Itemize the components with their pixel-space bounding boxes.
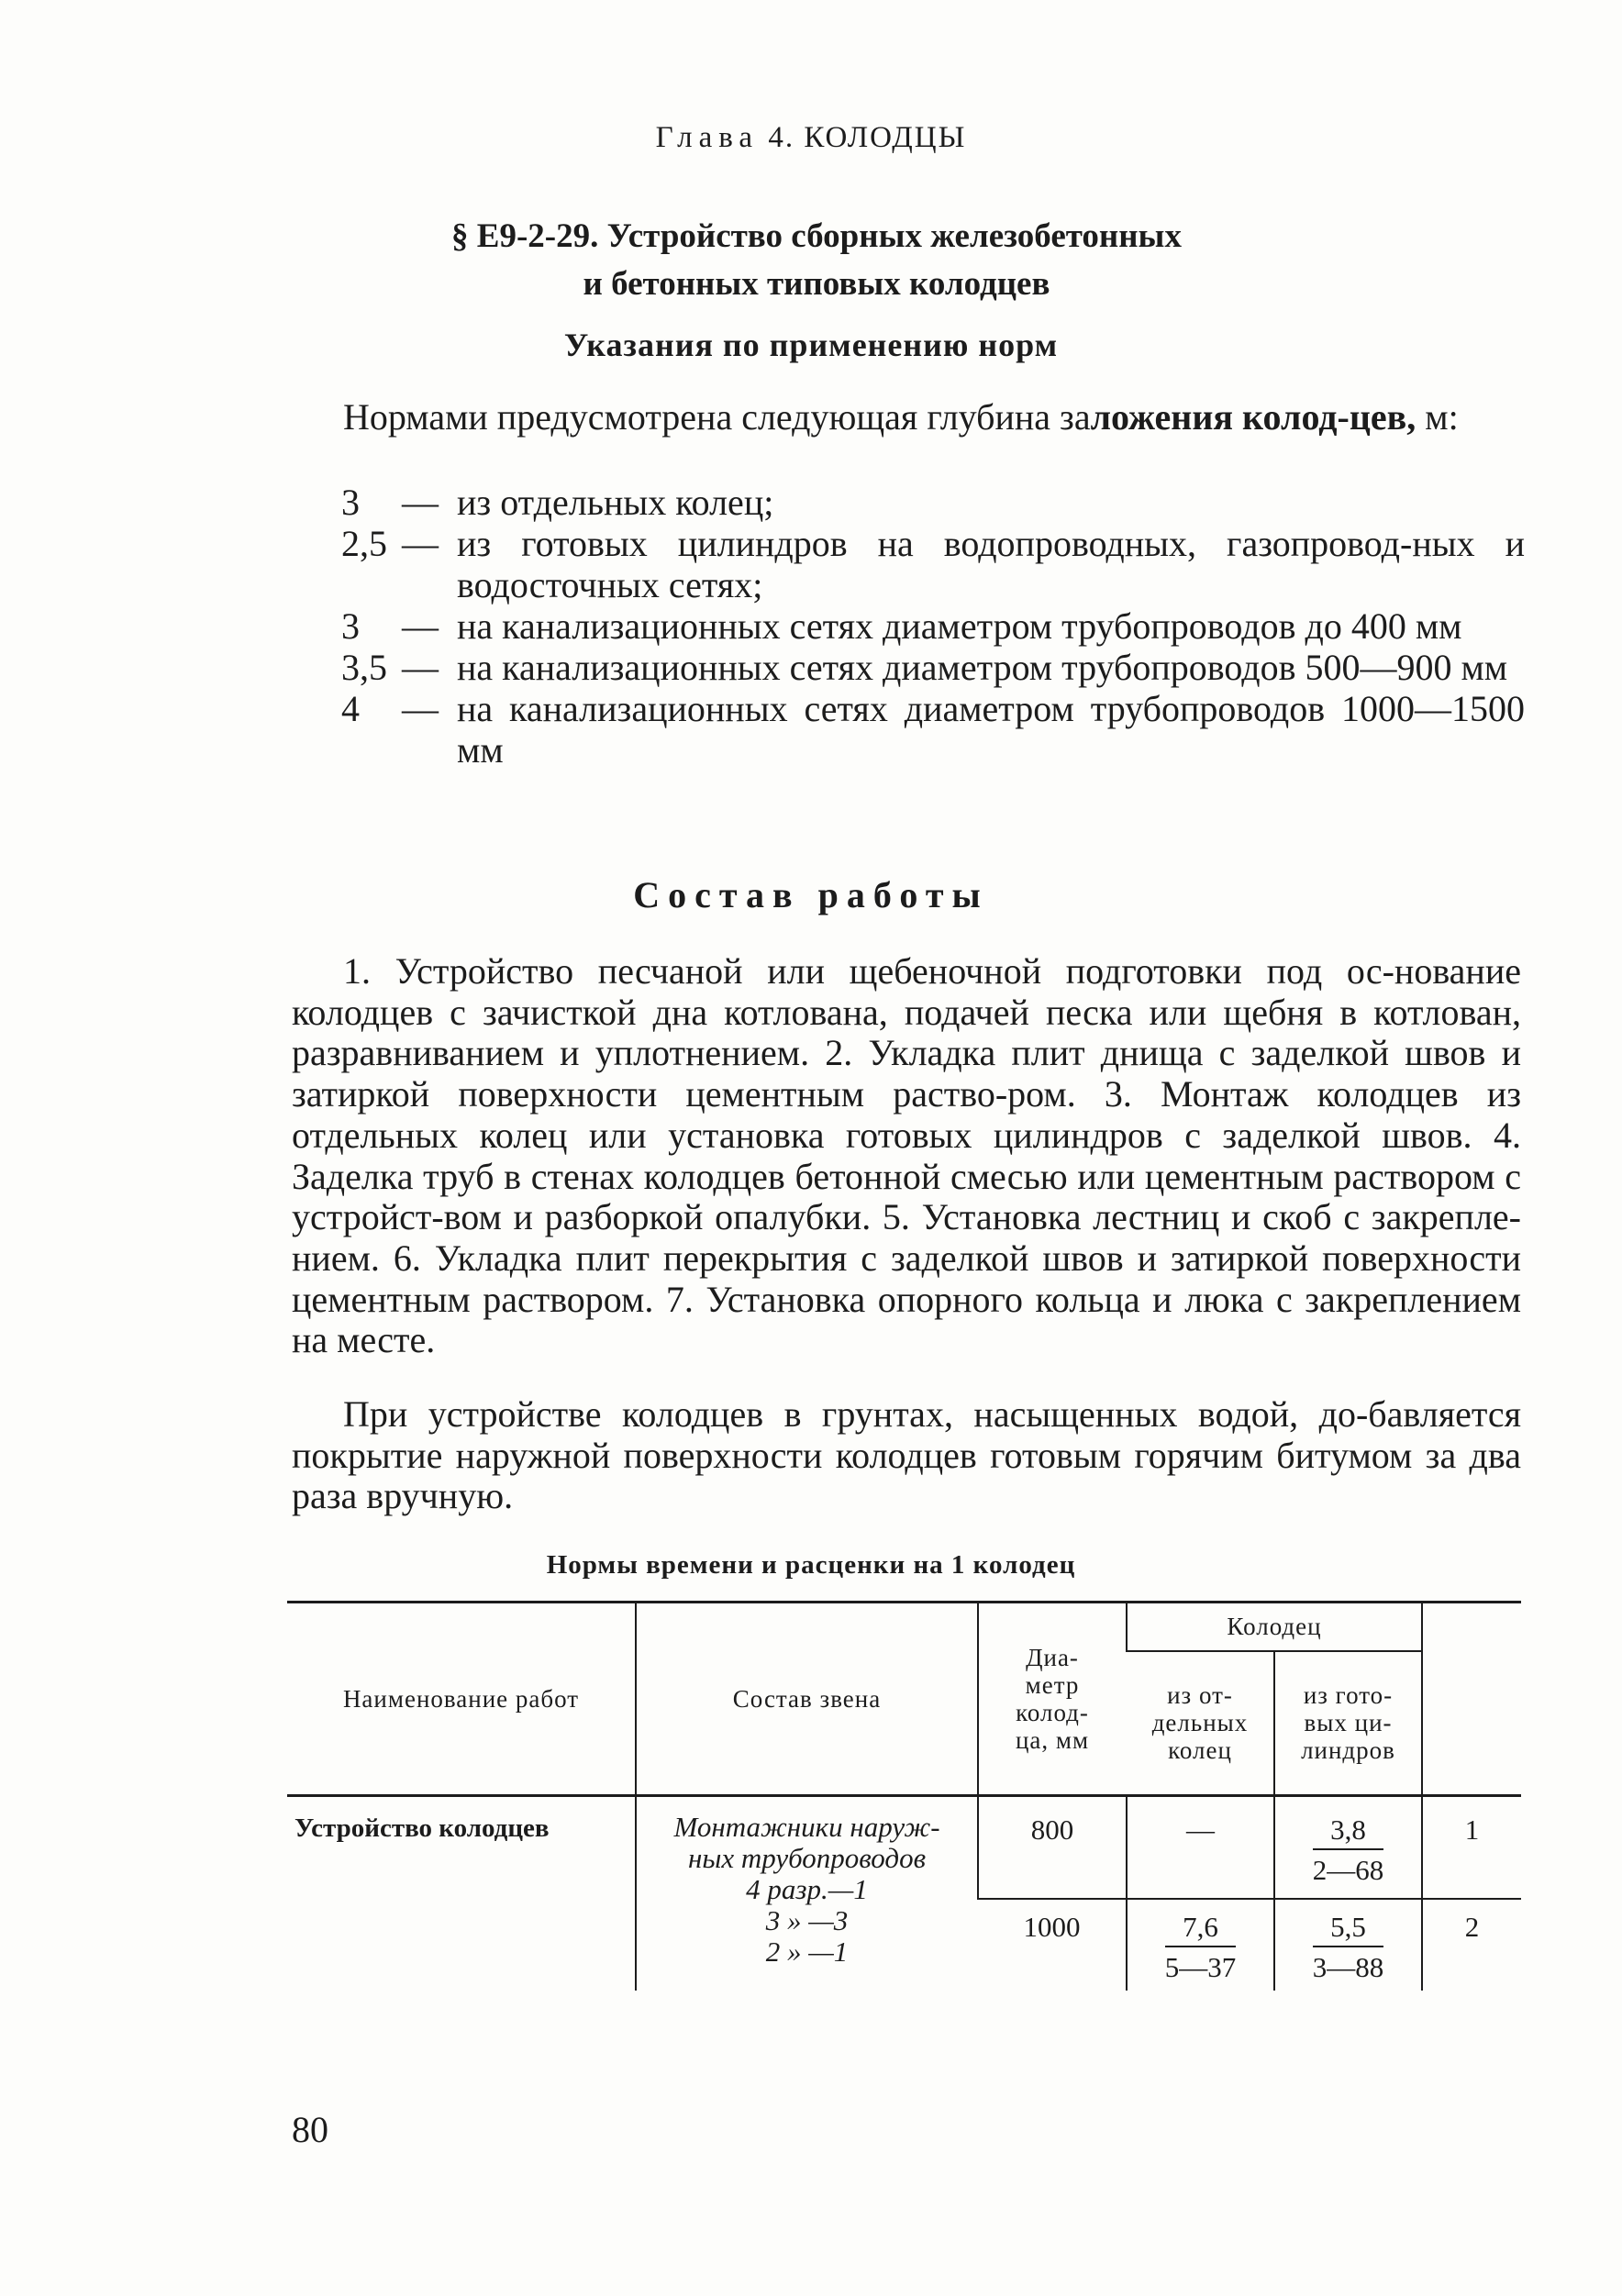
rings-cell [1127,1899,1274,1991]
work-composition-title: Состав работы [633,874,989,915]
depth-text: на канализационных сетях диаметром трубопроводов 500—900 мм [457,647,1508,688]
list-item [341,647,1525,688]
section-title [275,213,1358,308]
norm-fraction [1313,1814,1384,1887]
header-crew: Состав звена [636,1603,978,1796]
list-item [341,482,1525,523]
row-index: 2 [1464,1910,1480,1943]
dash: — [402,523,439,564]
header-index [1422,1603,1521,1796]
list-item [341,605,1525,647]
header-work-name: Наименование работ [287,1603,636,1796]
rate: 2—68 [1312,1854,1384,1886]
row-index: 1 [1464,1814,1480,1846]
dash: — [402,482,439,523]
table-row [287,1796,1521,1899]
norm-fraction [1165,1911,1237,1984]
header-diameter: Диа-метр колод-ца, мм [978,1603,1127,1796]
time-norm: 5,5 [1313,1911,1384,1947]
depth-value: 3,5 [341,647,387,688]
depth-value: 3 [341,605,360,647]
cylinders-cell [1274,1796,1422,1899]
intro-text-bold: ложения колод-цев, [1090,396,1416,438]
depth-text: на канализационных сетях диаметром трубопроводов до 400 мм [457,605,1462,647]
crew-line: ных трубопроводов [687,1842,927,1874]
work-name-cell: Устройство колодцев [294,1814,550,1843]
guidance-title: Указания по применению норм [563,327,1059,363]
depth-text: из готовых цилиндров на водопроводных, газопровод-ных и водосточных сетях; [457,523,1525,605]
norm-fraction [1313,1911,1384,1984]
rings-cell [1127,1796,1274,1899]
chapter-label: Глава [655,121,760,154]
rings-value: — [1186,1814,1215,1846]
depth-text: из отдельных колец; [457,482,774,523]
depth-value: 4 [341,688,360,729]
crew-line: 2 » —1 [765,1936,849,1968]
dash: — [402,688,439,729]
diameter-value: 1000 [1023,1910,1081,1943]
crew-line: 4 разр.—1 [746,1873,868,1905]
depth-text: на канализационных сетях диаметром трубопроводов 1000—1500 мм [457,688,1525,771]
diameter-cell [978,1899,1127,1991]
diameter-value: 800 [1030,1814,1074,1846]
depth-value: 3 [341,482,360,523]
chapter-title: 4. КОЛОДЦЫ [768,121,967,154]
intro-paragraph [292,396,1521,438]
water-note-paragraph: При устройстве колодцев в грунтах, насыщенных водой, до-бавляется покрытие наружной поверхности колодцев готовым горячим битумом за два раза вручную. [292,1393,1521,1517]
depth-list [341,482,1525,771]
table-caption: Нормы времени и расценки на 1 колодец [546,1550,1076,1580]
depth-value: 2,5 [341,523,387,564]
crew-line: Монтажники наруж- [673,1811,940,1843]
work-composition-paragraph: 1. Устройство песчаной или щебеночной подготовки под ос-нование колодцев с зачисткой дна котлована, подачей песка или щебня в котлован, разравниванием и уплотнением. 2. Укладка плит днища с заделкой швов и затиркой поверхности цементным раство-ром. 3. Монтаж колодцев из отдельных колец или установка готовых цилиндров с заделкой швов. 4. Заделка труб в стенах колодцев бетонной смесью или цементным раствором с устройст-вом и разборкой опалубки. 5. Установка лестниц и скоб с закрепле-нием. 6. Укладка плит перекрытия с заделкой швов и затиркой поверхности цементным раствором. 7. Установка опорного кольца и люка с закреплением на месте. [292,950,1521,1361]
rate: 5—37 [1164,1950,1237,1983]
page-number: 80 [292,2109,328,2150]
header-cylinders: из гото-вых ци-линдров [1274,1651,1422,1796]
intro-text-tail: м: [1416,396,1459,438]
crew-cell [636,1796,978,1991]
dash: — [402,605,439,647]
list-item [341,688,1525,771]
diameter-cell [978,1796,1127,1899]
crew-line: 3 » —3 [765,1904,849,1936]
index-cell [1422,1796,1521,1899]
intro-text: Нормами предусмотрена следующая глубина за [343,396,1091,438]
header-well: Колодец [1127,1603,1422,1651]
section-title-line1: § Е9-2-29. Устройство сборных железобетонных [451,217,1182,255]
index-cell [1422,1899,1521,1991]
header-rings: из от-дельных колец [1127,1651,1274,1796]
list-item [341,523,1525,605]
rate: 3—88 [1312,1950,1384,1983]
chapter-heading [0,121,1622,155]
time-norm: 7,6 [1165,1911,1237,1947]
norms-table [287,1601,1521,1991]
section-title-line2: и бетонных типовых колодцев [583,265,1050,303]
time-norm: 3,8 [1313,1814,1384,1850]
cylinders-cell [1274,1899,1422,1991]
dash: — [402,647,439,688]
